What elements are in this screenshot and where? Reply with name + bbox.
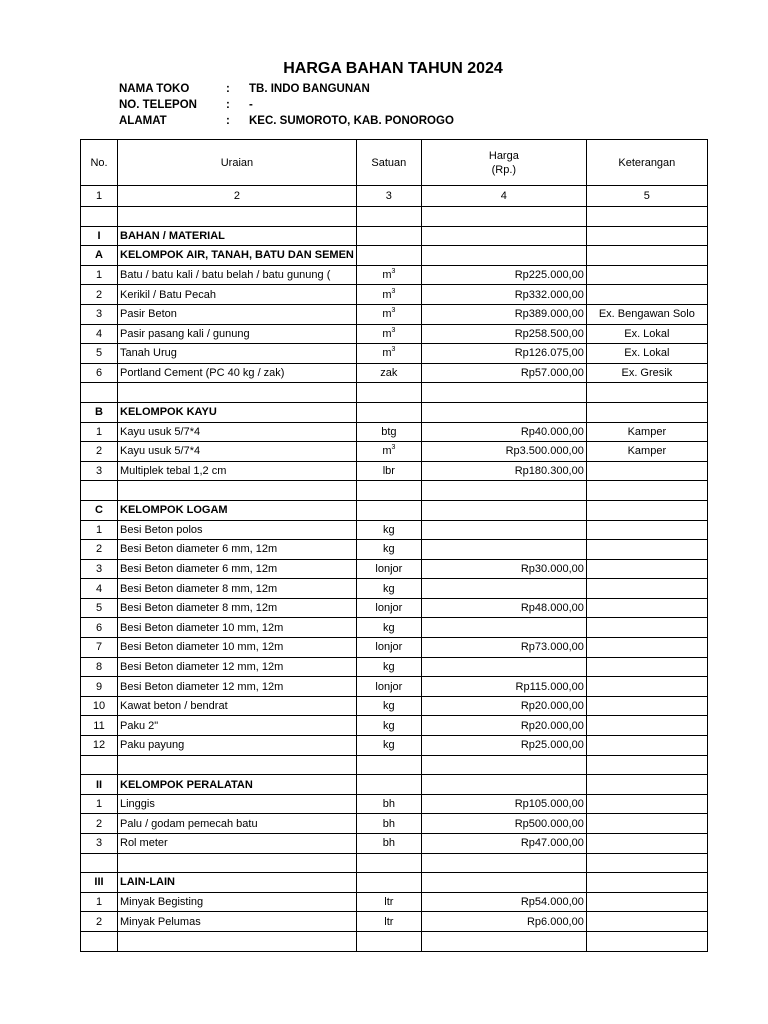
row-uraian: KELOMPOK AIR, TANAH, BATU DAN SEMEN (118, 246, 357, 266)
row-keterangan (586, 402, 707, 422)
row-keterangan (586, 598, 707, 618)
row-satuan (356, 794, 421, 814)
row-harga: Rp225.000,00 (421, 265, 586, 285)
table-row (81, 265, 708, 285)
row-uraian: Besi Beton diameter 10 mm, 12m (118, 638, 357, 658)
row-satuan-superscript: 3 (391, 307, 396, 315)
table-header-row (81, 140, 708, 186)
row-harga (421, 540, 586, 560)
row-satuan (356, 618, 421, 638)
row-harga (421, 500, 586, 520)
row-uraian: Besi Beton diameter 12 mm, 12m (118, 677, 357, 697)
store-name-sep: : (226, 83, 230, 95)
col-number: 2 (118, 186, 357, 207)
row-satuan (356, 520, 421, 540)
row-keterangan (586, 716, 707, 736)
row-number: A (81, 246, 118, 266)
row-uraian: Besi Beton diameter 6 mm, 12m (118, 540, 357, 560)
row-satuan-text: lonjor (375, 602, 403, 615)
header-harga-line1: Harga (488, 149, 519, 162)
price-table (80, 139, 708, 952)
row-uraian: Paku payung (118, 736, 357, 756)
row-satuan (356, 598, 421, 618)
blank-row (81, 853, 708, 873)
page-title: HARGA BAHAN TAHUN 2024 (283, 60, 503, 77)
row-keterangan (586, 657, 707, 677)
row-satuan (356, 461, 421, 481)
row-satuan-text: kg (383, 523, 395, 536)
row-number (81, 383, 118, 403)
row-number: 3 (81, 304, 118, 324)
row-satuan-text: zak (380, 367, 398, 380)
row-harga (421, 618, 586, 638)
row-uraian: KELOMPOK PERALATAN (118, 775, 357, 795)
row-harga: Rp30.000,00 (421, 559, 586, 579)
table-row (81, 716, 708, 736)
row-number: II (81, 775, 118, 795)
row-uraian (118, 853, 357, 873)
blank-row (81, 383, 708, 403)
row-keterangan (586, 461, 707, 481)
row-keterangan (586, 892, 707, 912)
row-number: 1 (81, 265, 118, 285)
table-row (81, 912, 708, 932)
row-uraian: Besi Beton diameter 6 mm, 12m (118, 559, 357, 579)
blank-row (81, 755, 708, 775)
row-satuan (356, 265, 421, 285)
row-number: 2 (81, 285, 118, 305)
row-satuan (356, 873, 421, 893)
table-row (81, 892, 708, 912)
blank-row (81, 481, 708, 501)
row-keterangan (586, 736, 707, 756)
row-keterangan (586, 618, 707, 638)
row-uraian: Kayu usuk 5/7*4 (118, 422, 357, 442)
row-satuan (356, 540, 421, 560)
table-row (81, 657, 708, 677)
table-row (81, 638, 708, 658)
row-satuan (356, 363, 421, 383)
row-number: 8 (81, 657, 118, 677)
row-harga: Rp25.000,00 (421, 736, 586, 756)
row-satuan (356, 755, 421, 775)
row-satuan (356, 422, 421, 442)
row-keterangan (586, 638, 707, 658)
row-uraian: Pasir pasang kali / gunung (118, 324, 357, 344)
row-satuan-text: lonjor (375, 562, 403, 575)
row-harga: Rp3.500.000,00 (421, 442, 586, 462)
row-harga: Rp48.000,00 (421, 598, 586, 618)
row-keterangan (586, 540, 707, 560)
store-name-label: NAMA TOKO (119, 83, 190, 95)
row-satuan (356, 500, 421, 520)
row-keterangan (586, 246, 707, 266)
row-satuan (356, 481, 421, 501)
row-harga: Rp54.000,00 (421, 892, 586, 912)
row-harga (421, 226, 586, 246)
row-uraian: Besi Beton polos (118, 520, 357, 540)
row-uraian (118, 207, 357, 227)
row-uraian (118, 755, 357, 775)
blank-row (81, 207, 708, 227)
row-number: 3 (81, 559, 118, 579)
row-harga: Rp332.000,00 (421, 285, 586, 305)
row-satuan (356, 912, 421, 932)
table-row (81, 540, 708, 560)
row-number: 2 (81, 814, 118, 834)
row-uraian: Portland Cement (PC 40 kg / zak) (118, 363, 357, 383)
row-satuan (356, 775, 421, 795)
table-row (81, 285, 708, 305)
row-keterangan (586, 265, 707, 285)
header-uraian: Uraian (118, 140, 357, 186)
row-keterangan: Kamper (586, 422, 707, 442)
row-keterangan (586, 931, 707, 951)
row-harga (421, 853, 586, 873)
row-uraian: Tanah Urug (118, 344, 357, 364)
table-row (81, 324, 708, 344)
row-uraian (118, 481, 357, 501)
row-harga (421, 755, 586, 775)
row-satuan-text: m (382, 347, 392, 360)
row-uraian: KELOMPOK KAYU (118, 402, 357, 422)
row-number: 2 (81, 540, 118, 560)
row-uraian: LAIN-LAIN (118, 873, 357, 893)
row-satuan-text: kg (383, 700, 395, 713)
column-number-row (81, 186, 708, 207)
row-uraian: KELOMPOK LOGAM (118, 500, 357, 520)
row-satuan (356, 696, 421, 716)
row-uraian (118, 383, 357, 403)
row-keterangan (586, 755, 707, 775)
row-number (81, 207, 118, 227)
blank-row (81, 931, 708, 951)
row-keterangan (586, 794, 707, 814)
row-satuan-text: lbr (382, 465, 395, 478)
row-satuan-text: btg (381, 425, 397, 438)
row-number: 9 (81, 677, 118, 697)
table-row (81, 598, 708, 618)
row-keterangan: Ex. Bengawan Solo (586, 304, 707, 324)
row-satuan-superscript: 3 (391, 268, 396, 276)
row-satuan-text: bh (382, 798, 395, 811)
row-harga: Rp115.000,00 (421, 677, 586, 697)
col-number: 5 (586, 186, 707, 207)
row-harga: Rp6.000,00 (421, 912, 586, 932)
row-number: 1 (81, 794, 118, 814)
row-number: 6 (81, 618, 118, 638)
row-uraian: Batu / batu kali / batu belah / batu gunung ( (118, 265, 357, 285)
section-row (81, 775, 708, 795)
section-row (81, 246, 708, 266)
row-keterangan: Ex. Gresik (586, 363, 707, 383)
row-satuan (356, 402, 421, 422)
row-number: III (81, 873, 118, 893)
row-satuan-superscript: 3 (391, 287, 396, 295)
row-satuan-superscript: 3 (391, 346, 396, 354)
row-satuan (356, 442, 421, 462)
header-satuan: Satuan (356, 140, 421, 186)
row-keterangan (586, 814, 707, 834)
row-satuan (356, 834, 421, 854)
table-row (81, 834, 708, 854)
row-satuan-text: m (382, 288, 392, 301)
table-row (81, 520, 708, 540)
table-row (81, 736, 708, 756)
row-harga (421, 481, 586, 501)
table-row (81, 677, 708, 697)
row-uraian (118, 931, 357, 951)
header-no: No. (81, 140, 118, 186)
row-uraian: BAHAN / MATERIAL (118, 226, 357, 246)
row-satuan (356, 638, 421, 658)
section-row (81, 402, 708, 422)
row-keterangan (586, 834, 707, 854)
row-number: 5 (81, 598, 118, 618)
row-keterangan (586, 775, 707, 795)
row-harga: Rp389.000,00 (421, 304, 586, 324)
row-keterangan: Kamper (586, 442, 707, 462)
col-number: 3 (356, 186, 421, 207)
row-harga: Rp180.300,00 (421, 461, 586, 481)
row-number: I (81, 226, 118, 246)
row-satuan (356, 559, 421, 579)
row-uraian: Besi Beton diameter 12 mm, 12m (118, 657, 357, 677)
row-harga: Rp258.500,00 (421, 324, 586, 344)
row-uraian: Multiplek tebal 1,2 cm (118, 461, 357, 481)
row-harga: Rp73.000,00 (421, 638, 586, 658)
row-uraian: Minyak Pelumas (118, 912, 357, 932)
row-keterangan (586, 853, 707, 873)
row-satuan-text: kg (383, 582, 395, 595)
row-satuan (356, 853, 421, 873)
row-satuan-text: m (382, 327, 392, 340)
row-satuan-text: lonjor (375, 680, 403, 693)
row-uraian: Besi Beton diameter 8 mm, 12m (118, 579, 357, 599)
row-number (81, 853, 118, 873)
row-keterangan (586, 696, 707, 716)
row-number: 3 (81, 461, 118, 481)
row-satuan (356, 344, 421, 364)
row-harga (421, 579, 586, 599)
row-satuan (356, 892, 421, 912)
row-number: 4 (81, 579, 118, 599)
table-row (81, 442, 708, 462)
row-harga (421, 246, 586, 266)
table-row (81, 579, 708, 599)
row-number: C (81, 500, 118, 520)
header-harga (421, 140, 586, 186)
phone-label: NO. TELEPON (119, 99, 197, 111)
row-keterangan (586, 207, 707, 227)
row-keterangan (586, 873, 707, 893)
col-number: 1 (81, 186, 118, 207)
row-satuan-text: kg (383, 660, 395, 673)
row-keterangan (586, 559, 707, 579)
row-uraian: Paku 2" (118, 716, 357, 736)
row-satuan (356, 383, 421, 403)
row-uraian: Besi Beton diameter 10 mm, 12m (118, 618, 357, 638)
row-satuan (356, 246, 421, 266)
address-value: KEC. SUMOROTO, KAB. PONOROGO (249, 115, 454, 127)
row-satuan-text: ltr (384, 915, 394, 928)
row-uraian: Kayu usuk 5/7*4 (118, 442, 357, 462)
row-harga: Rp500.000,00 (421, 814, 586, 834)
row-satuan-text: kg (383, 543, 395, 556)
row-satuan-text: kg (383, 739, 395, 752)
row-number: 1 (81, 422, 118, 442)
row-satuan (356, 716, 421, 736)
row-keterangan (586, 383, 707, 403)
row-uraian: Besi Beton diameter 8 mm, 12m (118, 598, 357, 618)
row-number: 11 (81, 716, 118, 736)
row-number: 2 (81, 442, 118, 462)
row-uraian: Kawat beton / bendrat (118, 696, 357, 716)
section-row (81, 500, 708, 520)
row-satuan (356, 324, 421, 344)
row-uraian: Kerikil / Batu Pecah (118, 285, 357, 305)
row-uraian: Palu / godam pemecah batu (118, 814, 357, 834)
address-sep: : (226, 115, 230, 127)
row-keterangan (586, 285, 707, 305)
row-keterangan (586, 912, 707, 932)
row-keterangan (586, 226, 707, 246)
header-harga-line2: (Rp.) (491, 163, 517, 176)
row-satuan (356, 657, 421, 677)
row-harga (421, 383, 586, 403)
row-satuan (356, 304, 421, 324)
row-harga (421, 775, 586, 795)
row-uraian: Linggis (118, 794, 357, 814)
table-row (81, 304, 708, 324)
row-satuan-text: bh (382, 817, 395, 830)
table-row (81, 461, 708, 481)
row-harga (421, 520, 586, 540)
row-uraian: Rol meter (118, 834, 357, 854)
row-number (81, 481, 118, 501)
row-number: 12 (81, 736, 118, 756)
row-number: 3 (81, 834, 118, 854)
table-row (81, 696, 708, 716)
row-keterangan (586, 520, 707, 540)
row-harga: Rp20.000,00 (421, 696, 586, 716)
row-satuan-text: m (382, 308, 392, 321)
row-number: 7 (81, 638, 118, 658)
phone-value: - (249, 99, 253, 111)
row-keterangan (586, 481, 707, 501)
row-keterangan: Ex. Lokal (586, 344, 707, 364)
row-harga (421, 207, 586, 227)
header-keterangan: Keterangan (586, 140, 707, 186)
row-number: 1 (81, 892, 118, 912)
table-row (81, 814, 708, 834)
row-satuan-text: lonjor (375, 641, 403, 654)
row-number: 10 (81, 696, 118, 716)
address-label: ALAMAT (119, 115, 167, 127)
table-row (81, 794, 708, 814)
row-harga: Rp47.000,00 (421, 834, 586, 854)
row-harga: Rp40.000,00 (421, 422, 586, 442)
row-number (81, 931, 118, 951)
row-number (81, 755, 118, 775)
row-number: 1 (81, 520, 118, 540)
store-name-value: TB. INDO BANGUNAN (249, 83, 370, 95)
row-harga: Rp20.000,00 (421, 716, 586, 736)
row-uraian: Pasir Beton (118, 304, 357, 324)
row-satuan (356, 814, 421, 834)
row-keterangan (586, 677, 707, 697)
row-satuan-text: m (382, 445, 392, 458)
table-row (81, 559, 708, 579)
phone-sep: : (226, 99, 230, 111)
row-satuan-text: kg (383, 621, 395, 634)
row-satuan (356, 736, 421, 756)
row-harga: Rp57.000,00 (421, 363, 586, 383)
row-satuan (356, 931, 421, 951)
table-row (81, 344, 708, 364)
row-satuan-text: kg (383, 719, 395, 732)
table-row (81, 618, 708, 638)
row-satuan (356, 285, 421, 305)
col-number: 4 (421, 186, 586, 207)
row-number: 6 (81, 363, 118, 383)
row-harga (421, 402, 586, 422)
row-harga: Rp105.000,00 (421, 794, 586, 814)
row-satuan-superscript: 3 (391, 326, 396, 334)
row-harga (421, 931, 586, 951)
row-satuan (356, 207, 421, 227)
row-satuan-text: m (382, 269, 392, 282)
row-satuan (356, 579, 421, 599)
row-satuan-superscript: 3 (391, 444, 396, 452)
table-row (81, 422, 708, 442)
row-number: 4 (81, 324, 118, 344)
row-satuan (356, 677, 421, 697)
row-harga (421, 657, 586, 677)
row-keterangan (586, 579, 707, 599)
row-number: B (81, 402, 118, 422)
row-harga (421, 873, 586, 893)
section-row (81, 873, 708, 893)
row-keterangan (586, 500, 707, 520)
row-keterangan: Ex. Lokal (586, 324, 707, 344)
row-harga: Rp126.075,00 (421, 344, 586, 364)
row-uraian: Minyak Begisting (118, 892, 357, 912)
row-number: 5 (81, 344, 118, 364)
row-number: 2 (81, 912, 118, 932)
row-satuan (356, 226, 421, 246)
section-row (81, 226, 708, 246)
row-satuan-text: bh (382, 837, 395, 850)
table-row (81, 363, 708, 383)
row-satuan-text: ltr (384, 896, 394, 909)
